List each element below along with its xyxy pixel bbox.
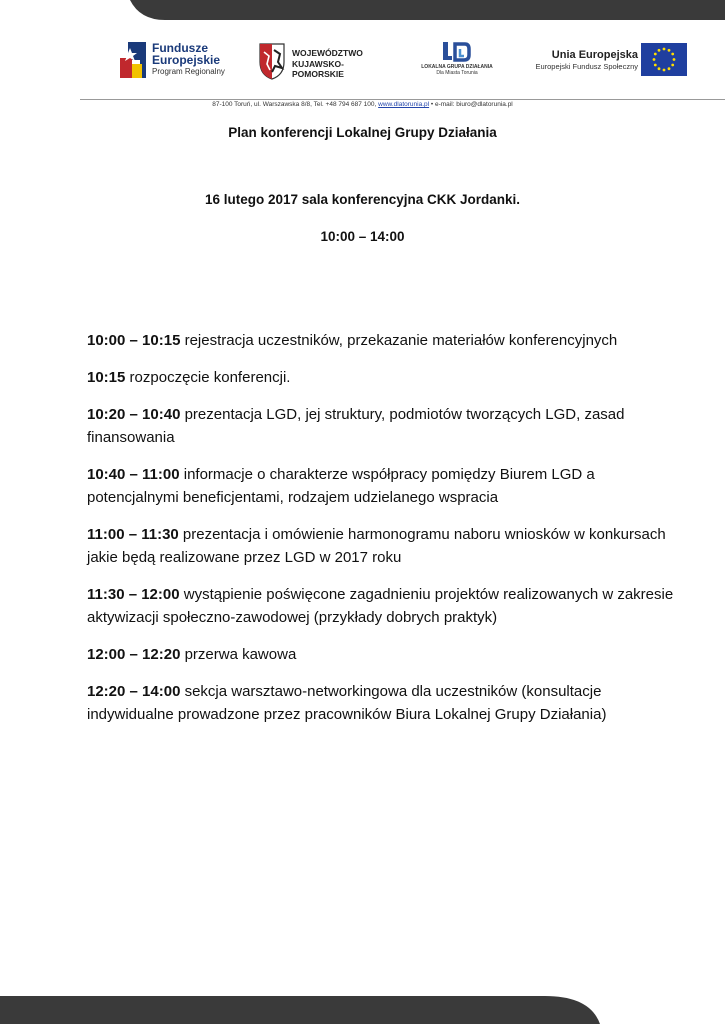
lgd-logo-icon bbox=[441, 40, 473, 64]
header-divider bbox=[80, 99, 725, 100]
unia-europejska-logo bbox=[530, 36, 690, 86]
contact-line bbox=[0, 101, 725, 108]
agenda-time: 11:00 – 11:30 bbox=[87, 526, 179, 543]
agenda-time: 12:00 – 12:20 bbox=[87, 646, 181, 663]
lgd-line1: LOKALNA GRUPA DZIAŁANIA bbox=[421, 64, 493, 70]
fundusze-line1: Fundusze bbox=[152, 41, 208, 55]
agenda-item bbox=[87, 583, 677, 629]
agenda-item bbox=[87, 329, 677, 352]
ue-line1: Unia Europejska bbox=[551, 49, 638, 61]
fundusze-europejskie-logo bbox=[118, 36, 258, 86]
wojewodztwo-line2: KUJAWSKO-POMORSKIE bbox=[292, 58, 344, 80]
header-band bbox=[0, 0, 725, 20]
agenda-text: rozpoczęcie konferencji. bbox=[125, 369, 291, 386]
agenda-item bbox=[87, 643, 677, 666]
ue-line2: Europejski Fundusz Społeczny bbox=[535, 62, 638, 72]
logo-row bbox=[0, 36, 725, 86]
agenda-time: 11:30 – 12:00 bbox=[87, 586, 180, 603]
agenda-item bbox=[87, 680, 677, 726]
eu-flag-icon bbox=[641, 43, 687, 76]
eu-funds-star-icon bbox=[118, 38, 148, 82]
website-link[interactable]: www.dlatorunia.pl bbox=[378, 101, 430, 108]
contact-address: 87-100 Toruń, ul. Warszawska 8/8, Tel. +48 794 687 100, bbox=[212, 101, 379, 108]
agenda-time: 10:20 – 10:40 bbox=[87, 406, 181, 423]
agenda-text: informacje o charakterze współpracy pomiędzy Biurem LGD a potencjalnymi beneficjentami, rodzajem udzielanego wspracia bbox=[87, 466, 595, 506]
wojewodztwo-logo bbox=[256, 36, 386, 86]
document-title: Plan konferencji Lokalnej Grupy Działania bbox=[228, 125, 497, 140]
agenda-item bbox=[87, 523, 677, 569]
agenda-time: 10:00 – 10:15 bbox=[87, 332, 181, 349]
agenda-time: 10:40 – 11:00 bbox=[87, 466, 180, 483]
agenda-text: prezentacja i omówienie harmonogramu naboru wniosków w konkursach jakie będą realizowane przez LGD w 2017 roku bbox=[87, 526, 666, 566]
coat-of-arms-icon bbox=[258, 42, 286, 80]
agenda-item bbox=[87, 463, 677, 509]
event-date-location: 16 lutego 2017 sala konferencyjna CKK Jordanki. bbox=[204, 192, 521, 207]
agenda-time: 12:20 – 14:00 bbox=[87, 683, 181, 700]
agenda-text: przerwa kawowa bbox=[180, 646, 297, 663]
footer-band bbox=[0, 996, 725, 1024]
agenda-item bbox=[87, 366, 677, 389]
wojewodztwo-line1: WOJEWÓDZTWO bbox=[292, 48, 363, 58]
contact-email: • e-mail: biuro@dlatorunia.pl bbox=[429, 101, 513, 108]
agenda-text: prezentacja LGD, jej struktury, podmiotów tworzących LGD, zasad finansowania bbox=[87, 406, 625, 446]
lgd-logo bbox=[417, 36, 497, 86]
event-time-range: 10:00 – 14:00 bbox=[320, 229, 405, 244]
agenda-text: sekcja warsztawo-networkingowa dla uczestników (konsultacje indywidualne prowadzone przez pracowników Biura Lokalnej Grupy Działania) bbox=[87, 683, 607, 723]
agenda-text: rejestracja uczestników, przekazanie materiałów konferencyjnych bbox=[180, 332, 618, 349]
agenda-item bbox=[87, 403, 677, 449]
lgd-line2: Dla Miasta Torunia bbox=[436, 70, 478, 76]
agenda-time: 10:15 bbox=[87, 369, 126, 386]
fundusze-line2: Europejskie bbox=[152, 53, 221, 67]
fundusze-line3: Program Regionalny bbox=[152, 67, 225, 76]
agenda-text: wystąpienie poświęcone zagadnieniu projektów realizowanych w zakresie aktywizacji społeczno-zawodowej (przykłady dobrych praktyk) bbox=[87, 586, 674, 626]
agenda-list bbox=[87, 329, 677, 740]
